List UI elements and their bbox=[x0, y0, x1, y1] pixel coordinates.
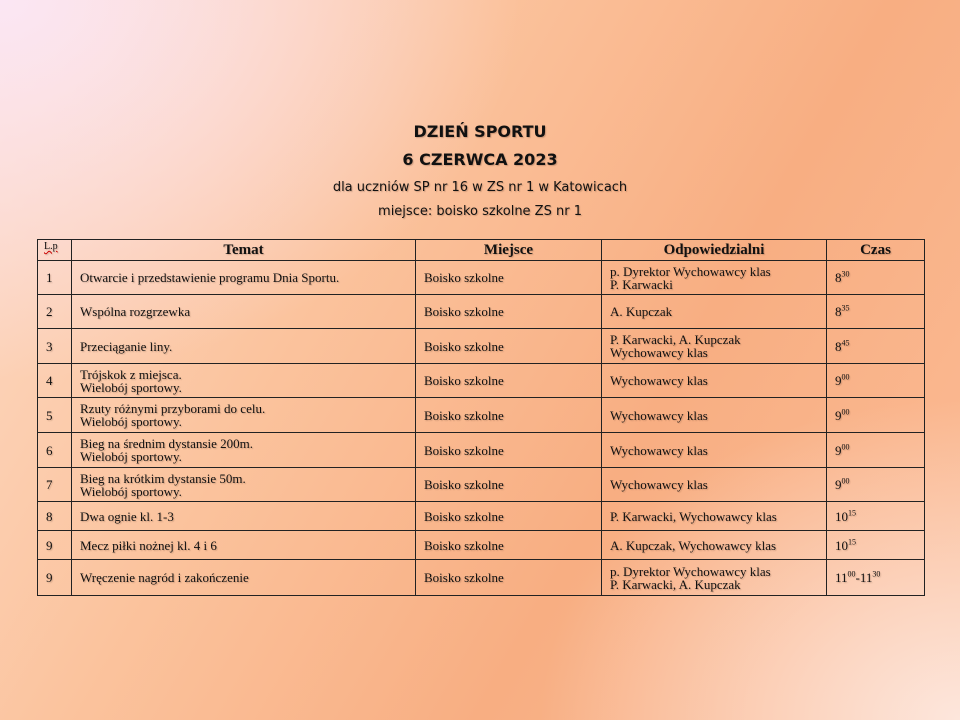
time-main: 8 bbox=[835, 304, 842, 319]
event-date: 6 CZERWCA 2023 bbox=[402, 150, 558, 169]
row-number: 3 bbox=[38, 329, 72, 364]
row-time bbox=[827, 398, 925, 433]
row-responsible bbox=[602, 398, 827, 433]
event-location: miejsce: boisko szkolne ZS nr 1 bbox=[378, 204, 582, 219]
row-topic bbox=[72, 531, 416, 560]
row-place: Boisko szkolne bbox=[416, 295, 602, 329]
schedule-body bbox=[38, 261, 925, 596]
row-time bbox=[827, 560, 925, 596]
column-header-time: Czas bbox=[827, 240, 925, 261]
row-topic bbox=[72, 398, 416, 433]
row-place: Boisko szkolne bbox=[416, 502, 602, 531]
row-time bbox=[827, 531, 925, 560]
responsible-line: Wychowawcy klas bbox=[610, 373, 708, 388]
time-main: 10 bbox=[835, 508, 848, 524]
row-place: Boisko szkolne bbox=[416, 468, 602, 502]
time-main: 10 bbox=[835, 537, 848, 553]
topic-line: Otwarcie i przedstawienie programu Dnia Sportu. bbox=[80, 270, 340, 285]
row-place: Boisko szkolne bbox=[416, 364, 602, 398]
responsible-line: A. Kupczak bbox=[610, 304, 673, 319]
row-responsible bbox=[602, 261, 827, 295]
topic-line: Wielobój sportowy. bbox=[80, 414, 182, 429]
table-row bbox=[38, 468, 925, 502]
row-time bbox=[827, 502, 925, 531]
time-main: 8 bbox=[835, 338, 842, 354]
time-sup: 15 bbox=[848, 537, 856, 547]
time-sup: 15 bbox=[848, 508, 856, 518]
responsible-line: Wychowawcy klas bbox=[610, 407, 708, 423]
responsible-line: A. Kupczak, Wychowawcy klas bbox=[610, 537, 777, 553]
row-number: 9 bbox=[38, 531, 72, 560]
row-responsible bbox=[602, 329, 827, 364]
row-responsible bbox=[602, 364, 827, 398]
topic-line: Przeciąganie liny. bbox=[80, 338, 173, 354]
topic-line: Wielobój sportowy. bbox=[80, 483, 182, 499]
time-sup: 00 bbox=[841, 407, 850, 417]
row-number: 1 bbox=[38, 261, 72, 295]
row-responsible bbox=[602, 502, 827, 531]
row-place: Boisko szkolne bbox=[416, 261, 602, 295]
column-header-place: Miejsce bbox=[416, 240, 602, 261]
time-sup: 30 bbox=[841, 269, 850, 279]
table-header-row bbox=[38, 240, 925, 261]
row-place: Boisko szkolne bbox=[416, 398, 602, 433]
column-header-topic: Temat bbox=[72, 240, 416, 261]
topic-line: Wspólna rozgrzewka bbox=[80, 304, 191, 319]
table-row bbox=[38, 433, 925, 468]
page-title: DZIEŃ SPORTU bbox=[413, 122, 547, 141]
responsible-line: Wychowawcy klas bbox=[610, 442, 708, 458]
time-sup: 00 bbox=[847, 569, 856, 579]
row-time bbox=[827, 468, 925, 502]
time-main: 8 bbox=[835, 270, 842, 285]
row-topic bbox=[72, 295, 416, 329]
topic-line: Wielobój sportowy. bbox=[80, 379, 182, 395]
time-sup: 45 bbox=[841, 338, 850, 348]
row-place: Boisko szkolne bbox=[416, 329, 602, 364]
topic-line: Mecz piłki nożnej kl. 4 i 6 bbox=[80, 537, 217, 553]
responsible-line: p. Dyrektor Wychowawcy klas bbox=[610, 263, 771, 279]
row-topic bbox=[72, 433, 416, 468]
row-topic bbox=[72, 261, 416, 295]
time-sup: 00 bbox=[841, 372, 850, 382]
table-row bbox=[38, 560, 925, 596]
topic-line: Bieg na krótkim dystansie 50m. bbox=[80, 470, 246, 486]
table-row bbox=[38, 502, 925, 531]
topic-line: Wielobój sportowy. bbox=[80, 449, 182, 464]
topic-line: Rzuty różnymi przyborami do celu. bbox=[80, 401, 266, 416]
time-tail: -11 bbox=[855, 570, 873, 585]
row-topic bbox=[72, 560, 416, 596]
responsible-line: P. Karwacki, A. Kupczak bbox=[610, 576, 741, 592]
row-responsible bbox=[602, 433, 827, 468]
responsible-line: P. Karwacki bbox=[610, 276, 673, 292]
time-main: 9 bbox=[835, 477, 842, 492]
row-responsible bbox=[602, 468, 827, 502]
row-responsible bbox=[602, 295, 827, 329]
column-header-lp: L.p bbox=[38, 240, 72, 261]
time-sup: 00 bbox=[841, 442, 850, 452]
table-row bbox=[38, 329, 925, 364]
row-number: 9 bbox=[38, 560, 72, 596]
topic-line: Bieg na średnim dystansie 200m. bbox=[80, 436, 253, 451]
row-number: 7 bbox=[38, 468, 72, 502]
row-time bbox=[827, 364, 925, 398]
topic-line: Dwa ognie kl. 1-3 bbox=[80, 508, 174, 524]
row-place: Boisko szkolne bbox=[416, 531, 602, 560]
topic-line: Wręczenie nagród i zakończenie bbox=[80, 570, 249, 585]
row-number: 6 bbox=[38, 433, 72, 468]
row-responsible bbox=[602, 531, 827, 560]
topic-line: Trójskok z miejsca. bbox=[80, 366, 182, 382]
responsible-line: P. Karwacki, A. Kupczak bbox=[610, 332, 741, 347]
table-row bbox=[38, 531, 925, 560]
responsible-line: Wychowawcy klas bbox=[610, 477, 708, 492]
row-place: Boisko szkolne bbox=[416, 560, 602, 596]
row-number: 8 bbox=[38, 502, 72, 531]
row-time bbox=[827, 433, 925, 468]
row-time bbox=[827, 295, 925, 329]
schedule-table bbox=[37, 239, 925, 596]
time-main: 11 bbox=[835, 570, 848, 585]
row-time bbox=[827, 261, 925, 295]
responsible-line: p. Dyrektor Wychowawcy klas bbox=[610, 563, 771, 579]
column-header-responsible: Odpowiedzialni bbox=[602, 240, 827, 261]
row-number: 5 bbox=[38, 398, 72, 433]
time-main: 9 bbox=[835, 407, 842, 423]
time-main: 9 bbox=[835, 373, 842, 388]
responsible-line: P. Karwacki, Wychowawcy klas bbox=[610, 508, 777, 524]
row-topic bbox=[72, 468, 416, 502]
time-main: 9 bbox=[835, 442, 842, 458]
time-sup: 00 bbox=[841, 476, 850, 486]
event-audience: dla uczniów SP nr 16 w ZS nr 1 w Katowicach bbox=[332, 180, 628, 195]
row-number: 4 bbox=[38, 364, 72, 398]
row-topic bbox=[72, 502, 416, 531]
time-sup: 35 bbox=[841, 303, 850, 313]
table-row bbox=[38, 364, 925, 398]
table-row bbox=[38, 398, 925, 433]
row-topic bbox=[72, 329, 416, 364]
time-tail-sup: 30 bbox=[872, 569, 881, 579]
row-time bbox=[827, 329, 925, 364]
row-number: 2 bbox=[38, 295, 72, 329]
responsible-line: Wychowawcy klas bbox=[610, 345, 708, 360]
table-row bbox=[38, 261, 925, 295]
row-topic bbox=[72, 364, 416, 398]
table-row bbox=[38, 295, 925, 329]
row-responsible bbox=[602, 560, 827, 596]
row-place: Boisko szkolne bbox=[416, 433, 602, 468]
